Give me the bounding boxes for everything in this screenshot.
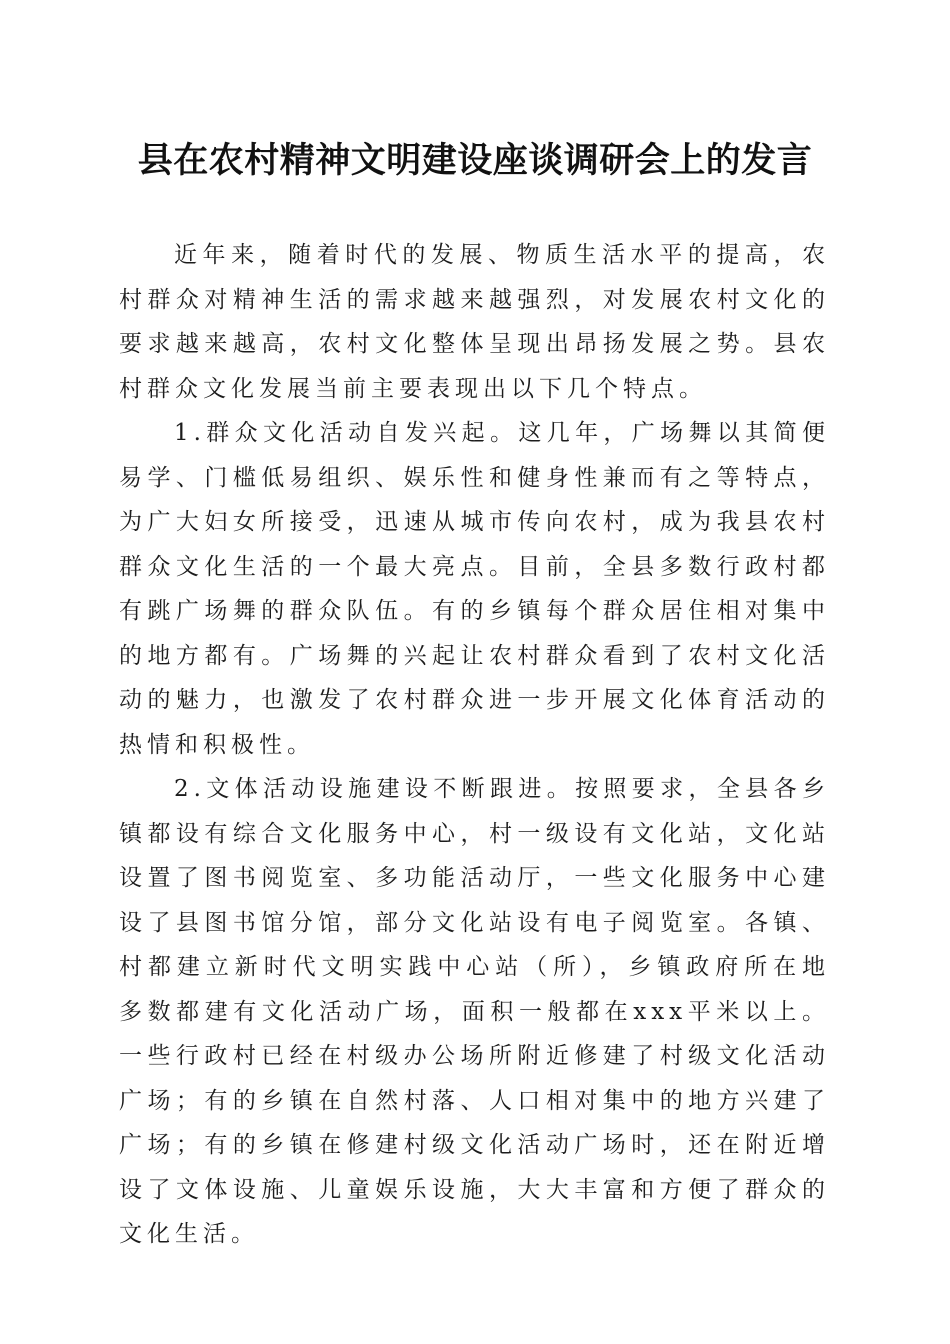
paragraph-intro: 近年来，随着时代的发展、物质生活水平的提高，农村群众对精神生活的需求越来越强烈，对发展农村文化的要求越来越高，农村文化整体呈现出昂扬发展之势。县农村群众文化发展当前主要表现出以下几个特点。 bbox=[119, 242, 830, 402]
paragraph-point-2: 2.文体活动设施建设不断跟进。按照要求，全县各乡镇都设有综合文化服务中心，村一级设有文化站，文化站设置了图书阅览室、多功能活动厅，一些文化服务中心建设了县图书馆分馆，部分文化站设有电子阅览室。各镇、村都建立新时代文明实践中心站（所），乡镇政府所在地多数都建有文化活动广场，面积一般都在xxx平米以上。一些行政村已经在村级办公场所附近修建了村级文化活动广场；有的乡镇在自然村落、人口相对集中的地方兴建了广场；有的乡镇在修建村级文化活动广场时，还在附近增设了文体设施、儿童娱乐设施，大大丰富和方便了群众的文化生活。 bbox=[119, 776, 830, 1247]
paragraph-point-1: 1.群众文化活动自发兴起。这几年，广场舞以其简便易学、门槛低易组织、娱乐性和健身性兼而有之等特点，为广大妇女所接受，迅速从城市传向农村，成为我县农村群众文化生活的一个最大亮点。目前，全县多数行政村都有跳广场舞的群众队伍。有的乡镇每个群众居住相对集中的地方都有。广场舞的兴起让农村群众看到了农村文化活动的魅力，也激发了农村群众进一步开展文化体育活动的热情和积极性。 bbox=[119, 420, 830, 758]
document-body bbox=[119, 233, 830, 1257]
document-title: 县在农村精神文明建设座谈调研会上的发言 bbox=[137, 140, 813, 181]
